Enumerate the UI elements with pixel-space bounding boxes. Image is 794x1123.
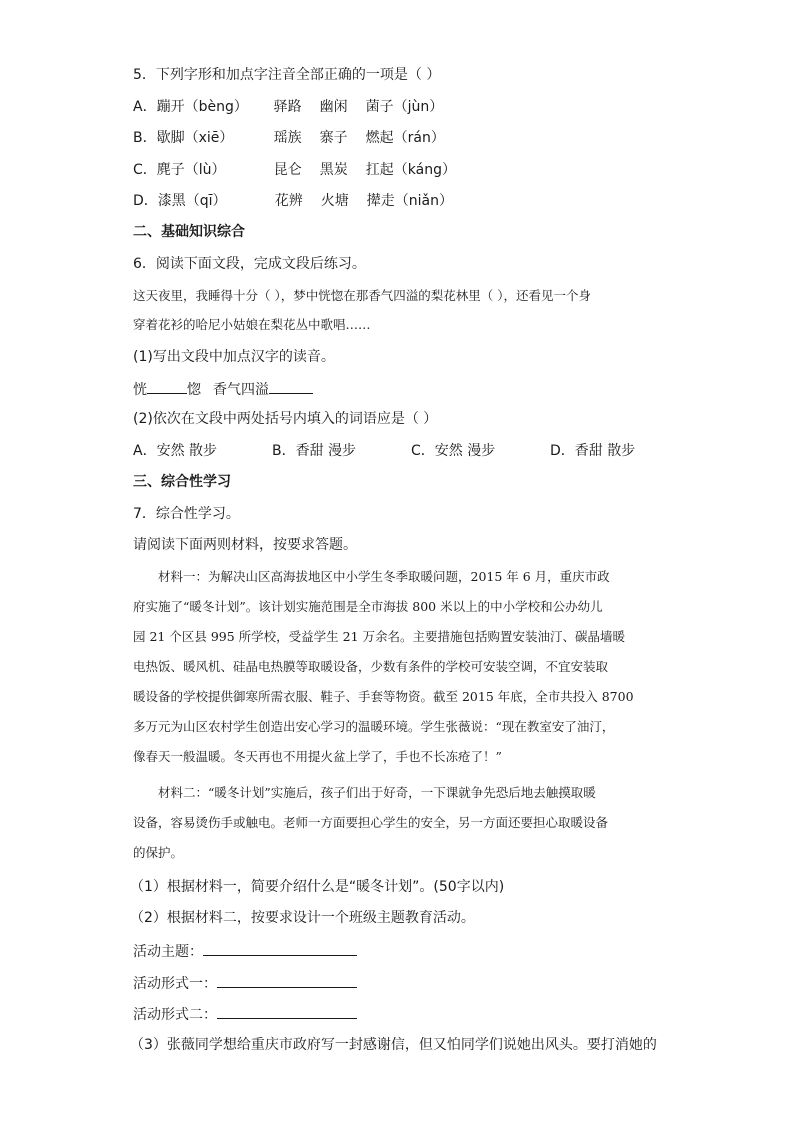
q5-stem: 5．下列字形和加点字注音全部正确的一项是（ ） <box>133 67 441 83</box>
option-item: 昆仑 <box>273 162 302 178</box>
option-item: 幽闲 <box>319 99 348 115</box>
material2-line: 材料二：“暖冬计划”实施后，孩子们出于好奇，一下课就争先恐后地去触摸取暖 <box>158 785 596 800</box>
q6-sub1-answers <box>133 379 313 399</box>
option-item: 火塘 <box>320 193 349 209</box>
material1-line: 园 21 个区县 995 所学校，受益学生 21 万余名。主要措施包括购置安装油汀、碳晶墙暖 <box>133 629 626 644</box>
option-label: B． <box>133 130 157 146</box>
q6-passage-line: 这天夜里，我睡得十分（ ），梦中恍惚在那香气四溢的梨花林里（ ），还看见一个身 <box>133 288 591 303</box>
option-item: 燃起（rán） <box>365 130 445 146</box>
material2-line: 的保护。 <box>133 845 184 860</box>
material1-line: 暖设备的学校提供御寒所需衣服、鞋子、手套等物资。截至 2015 年底，全市共投入 8700 <box>133 689 634 704</box>
q6-option-c: C．安然 漫步 <box>411 443 496 459</box>
section-heading: 三、综合性学习 <box>133 474 231 490</box>
option-item: 撵走（niǎn） <box>366 193 453 209</box>
q6-options <box>133 442 635 460</box>
q5-option-c <box>133 161 456 179</box>
option-item: 麂子（lù） <box>156 162 226 178</box>
q6-option-d: D．香甜 散步 <box>550 443 636 459</box>
q7-sub3: （3）张薇同学想给重庆市政府写一封感谢信，但又怕同学们说她出风头。要打消她的 <box>130 1037 657 1053</box>
option-item: 黑炭 <box>319 162 348 178</box>
q6-option-b: B．香甜 漫步 <box>272 443 357 459</box>
material1-line: 多万元为山区农村学生创造出安心学习的温暖环境。学生张薇说：“现在教室安了油汀， <box>133 719 615 734</box>
option-item: 菌子（jùn） <box>365 99 444 115</box>
q5-option-d <box>133 192 453 210</box>
material2-line: 设备，容易烫伤手或触电。老师一方面要担心学生的安全，另一方面还要担心取暖设备 <box>133 815 609 830</box>
option-label: C． <box>133 162 157 178</box>
char-pre: 恍 <box>133 382 147 398</box>
option-item: 歇脚（xiē） <box>156 130 234 146</box>
option-item: 扛起（káng） <box>365 162 456 178</box>
option-item: 驿路 <box>273 99 302 115</box>
option-item: 花辨 <box>274 193 303 209</box>
material1-line: 材料一：为解决山区高海拔地区中小学生冬季取暖问题，2015 年 6 月，重庆市政 <box>158 569 610 584</box>
option-item: 漆黑（qī） <box>157 193 227 209</box>
q7-sub2: （2）根据材料二，按要求设计一个班级主题教育活动。 <box>130 910 475 926</box>
option-item: 蹦开（bèng） <box>156 99 248 115</box>
char-post: 惚 <box>187 382 201 398</box>
q6-stem: 6．阅读下面文段，完成文段后练习。 <box>133 256 366 272</box>
option-item: 瑶族 <box>273 130 302 146</box>
q6-sub1: (1)写出文段中加点汉字的读音。 <box>133 349 335 365</box>
option-label: A． <box>133 99 157 115</box>
material1-line: 像春天一般温暖。冬天再也不用提火盆上学了，手也不长冻疮了！” <box>133 749 502 764</box>
material1-line: 电热饭、暖风机、硅晶电热膜等取暖设备，少数有条件的学校可安装空调，不宜安装取 <box>133 659 609 674</box>
field-activity-form-1 <box>133 973 357 993</box>
field-activity-theme <box>133 941 357 961</box>
q7-stem: 7．综合性学习。 <box>133 506 240 522</box>
option-label: D． <box>133 193 158 209</box>
q7-sub1: （1）根据材料一，简要介绍什么是“暖冬计划”。(50字以内) <box>130 879 505 895</box>
section-heading: 二、基础知识综合 <box>133 224 245 240</box>
field-label: 活动形式二： <box>133 1007 217 1023</box>
answer-blank[interactable] <box>269 379 313 394</box>
material1-line: 府实施了“暖冬计划”。该计划实施范围是全市海拔 800 米以上的中小学校和公办幼儿 <box>133 599 603 614</box>
phrase: 香气四溢 <box>213 382 269 398</box>
q6-option-a: A．安然 散步 <box>133 443 218 459</box>
answer-blank[interactable] <box>217 973 357 988</box>
q6-sub2: (2)依次在文段中两处括号内填入的词语应是（ ） <box>133 411 438 427</box>
answer-blank[interactable] <box>203 941 357 956</box>
q6-passage-line: 穿着花衫的哈尼小姑娘在梨花丛中歌唱…… <box>133 317 371 332</box>
option-item: 寨子 <box>319 130 348 146</box>
field-label: 活动主题： <box>133 944 203 960</box>
answer-blank[interactable] <box>147 379 187 394</box>
q7-instruction: 请阅读下面两则材料，按要求答题。 <box>133 537 357 553</box>
field-label: 活动形式一： <box>133 976 217 992</box>
q5-option-a <box>133 98 443 116</box>
answer-blank[interactable] <box>217 1004 357 1019</box>
field-activity-form-2 <box>133 1004 357 1024</box>
q5-option-b <box>133 129 445 147</box>
